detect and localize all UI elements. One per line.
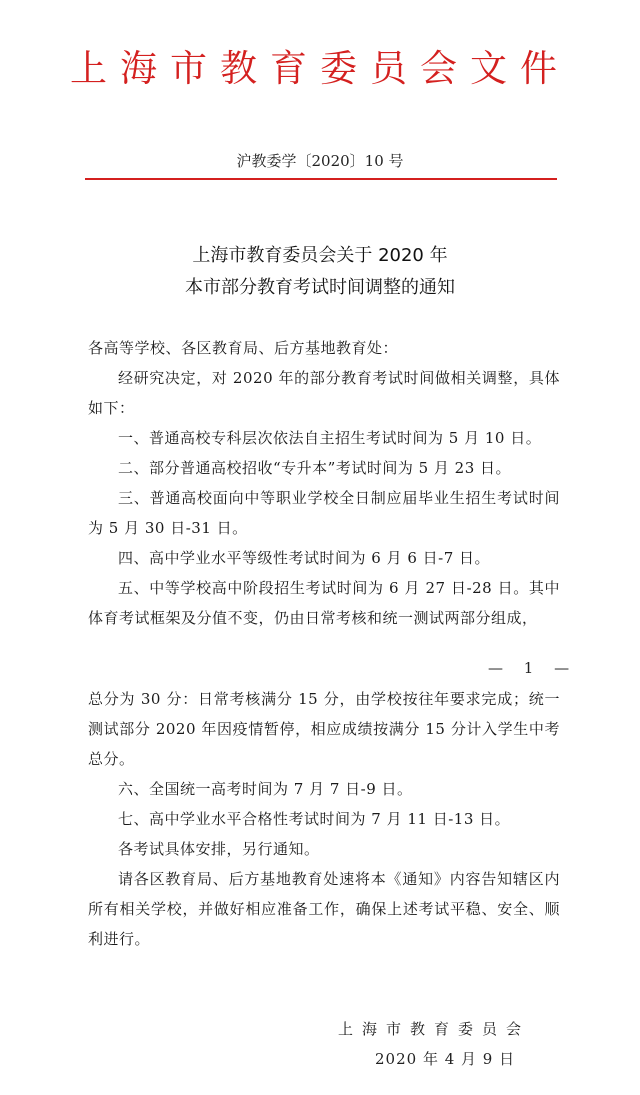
item-2: 二、部分普通高校招收“专升本”考试时间为 5 月 23 日。 xyxy=(118,459,512,477)
item-5: 五、中等学校高中阶段招生考试时间为 6 月 27 日-28 日。其中体育考试框架及分值不变，仍由日常考核和统一测试两部分组成， xyxy=(88,579,560,627)
item-4: 四、高中学业水平等级性考试时间为 6 月 6 日-7 日。 xyxy=(118,549,491,567)
salutation: 各高等学校、各区教育局、后方基地教育处： xyxy=(88,339,399,357)
item-5-continued: 总分为 30 分：日常考核满分 15 分，由学校按往年要求完成；统一测试部分 2020 年因疫情暂停，相应成绩按满分 15 分计入学生中考总分。 xyxy=(88,690,560,768)
item-6: 六、全国统一高考时间为 7 月 7 日-9 日。 xyxy=(118,780,413,798)
signature-organization: 上海市教育委员会 xyxy=(338,1020,531,1038)
notice-title-line-1: 上海市教育委员会关于 2020 年 xyxy=(192,245,448,266)
page-number: — 1 — xyxy=(488,659,578,677)
intro-paragraph: 经研究决定，对 2020 年的部分教育考试时间做相关调整，具体如下： xyxy=(88,369,560,417)
notice-title xyxy=(0,240,640,304)
note-paragraph: 各考试具体安排，另行通知。 xyxy=(118,840,320,858)
item-1: 一、普通高校专科层次依法自主招生考试时间为 5 月 10 日。 xyxy=(118,429,542,447)
document-header-title: 上海市教育委员会文件 xyxy=(70,47,570,90)
item-3: 三、普通高校面向中等职业学校全日制应届毕业生招生考试时间为 5 月 30 日-31 日。 xyxy=(88,489,560,537)
signature-date: 2020 年 4 月 9 日 xyxy=(375,1050,516,1068)
header-red-rule xyxy=(85,178,557,180)
request-paragraph: 请各区教育局、后方基地教育处速将本《通知》内容告知辖区内所有相关学校，并做好相应准备工作，确保上述考试平稳、安全、顺利进行。 xyxy=(88,870,560,948)
notice-title-line-2: 本市部分教育考试时间调整的通知 xyxy=(185,277,455,298)
document-number: 沪教委学〔2020〕10 号 xyxy=(236,152,404,170)
item-7: 七、高中学业水平合格性考试时间为 7 月 11 日-13 日。 xyxy=(118,810,511,828)
